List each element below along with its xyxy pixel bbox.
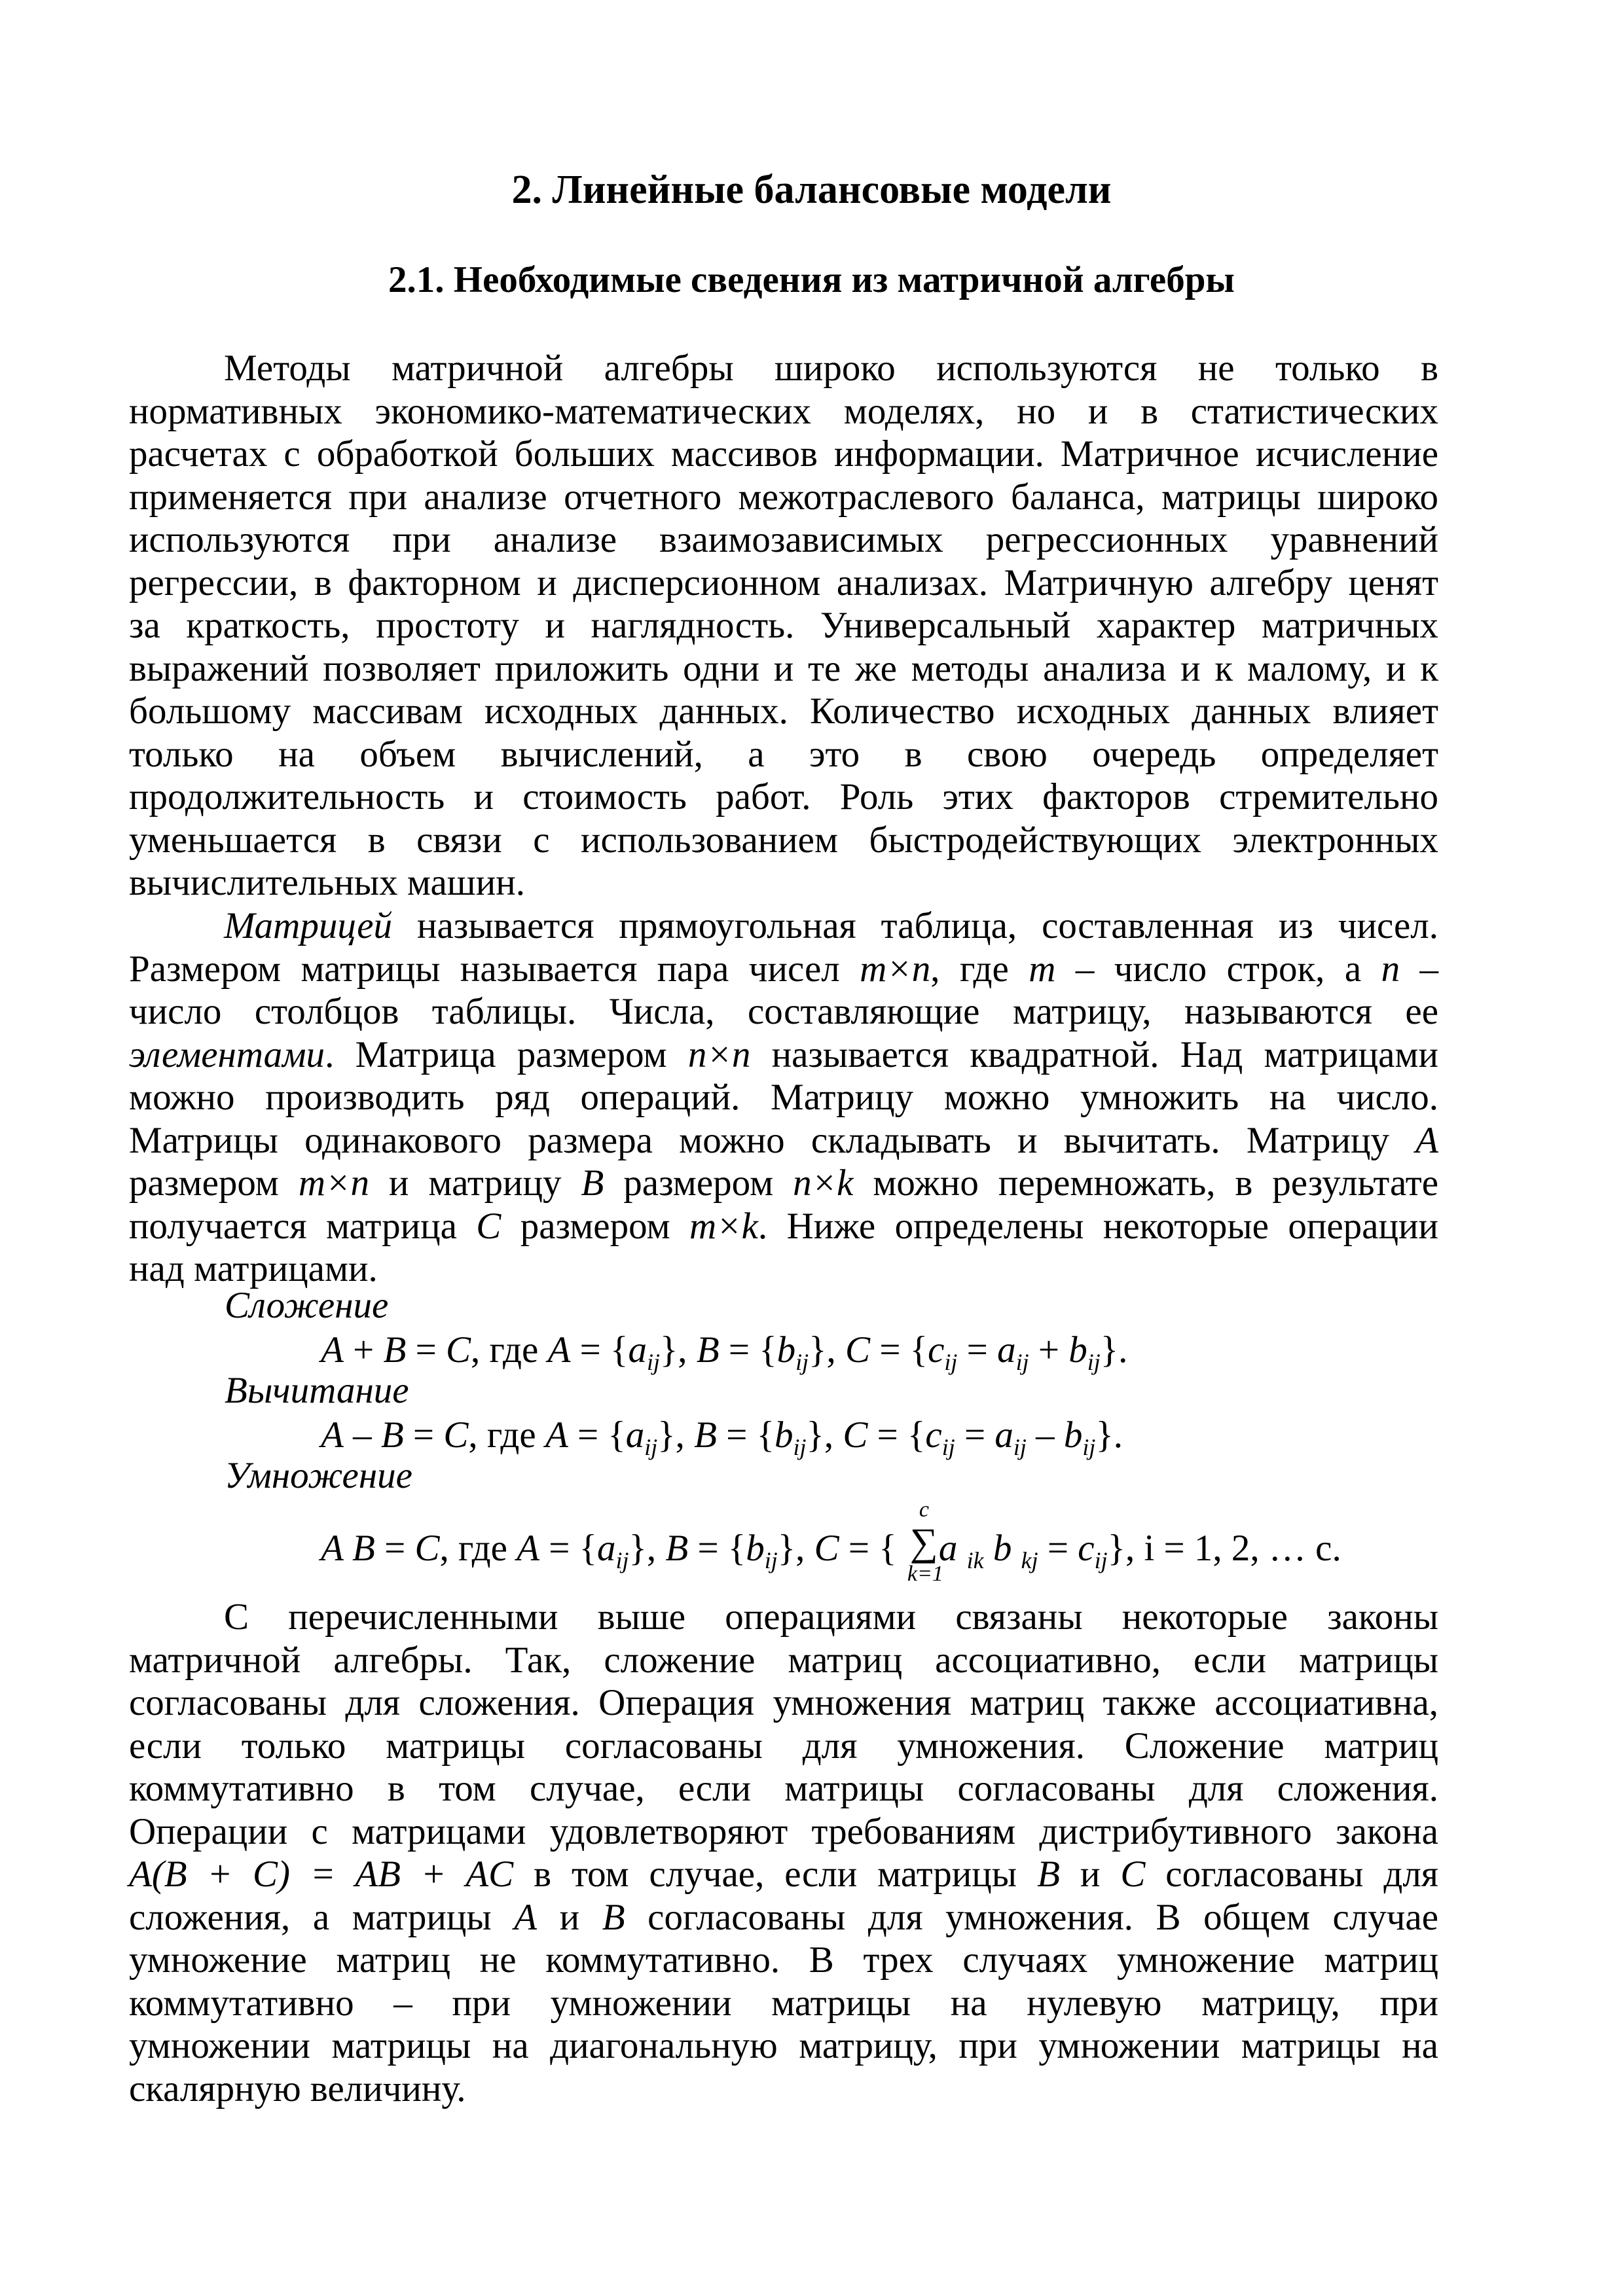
section-title: 2.1. Необходимые сведения из матричной алгебры (388, 259, 1235, 300)
math-var: A (1415, 1119, 1438, 1161)
math-var: C (476, 1205, 501, 1247)
text-span: . Ниже определены некоторые операции (757, 1205, 1438, 1247)
text-span: согласованы для умножения. В общем случае (625, 1896, 1438, 1938)
text-span: – (1400, 948, 1439, 990)
text-line: если только матрицы согласованы для умножения. Сложение матриц (129, 1725, 1438, 1767)
term-elements: элементами (129, 1033, 325, 1075)
text-span: в том случае, если матрицы (513, 1854, 1038, 1895)
math-var: m×k (689, 1205, 758, 1247)
text-line: большому массивам исходных данных. Количество исходных данных влияет (129, 691, 1438, 732)
paragraph-1 (129, 347, 1438, 905)
text-span: размером (604, 1162, 793, 1204)
text-span: , где (930, 948, 1029, 990)
math-var: m (1029, 948, 1056, 990)
text-span: – число строк, а (1055, 948, 1381, 990)
text-line: Методы матричной алгебры широко используются не только в (224, 348, 1438, 389)
math-var: B (602, 1896, 625, 1938)
multiplication-heading: Умножение (225, 1455, 412, 1496)
text-span: согласованы для (1145, 1854, 1438, 1895)
text-line: матричной алгебры. Так, сложение матриц ассоциативно, если матрицы (129, 1639, 1438, 1681)
text-span: . Матрица размером (325, 1033, 688, 1075)
math-var: n×n (687, 1033, 751, 1075)
text-line: скалярную величину. (129, 2068, 466, 2109)
text-span: размером (501, 1205, 689, 1247)
where-word: где (458, 1528, 507, 1569)
math-var: m×n (860, 948, 931, 990)
where-word: где (489, 1329, 539, 1371)
math-var: m×n (298, 1162, 369, 1204)
text-line: регрессии, в факторном и дисперсионном анализах. Матричную алгебру ценят (129, 562, 1438, 603)
math-var: B (581, 1162, 604, 1204)
where-word: где (486, 1414, 536, 1456)
text-span: Размером матрицы называется пара чисел (129, 948, 860, 990)
text-span: называется квадратной. Над матрицами (750, 1033, 1438, 1075)
text-line: нормативных экономико-математических моделях, но и в статистических (129, 390, 1438, 432)
math-var: B (1037, 1854, 1060, 1895)
sum-lower-limit: k=1 (907, 1562, 943, 1586)
text-span: сложения, а матрицы (129, 1896, 515, 1938)
text-line (129, 1033, 1438, 1077)
index-range: , i = 1, 2, … c. (1125, 1528, 1341, 1569)
text-line (129, 905, 1438, 948)
text-span: и (537, 1896, 602, 1938)
text-line: согласованы для сложения. Операция умножения матриц также ассоциативна, (129, 1682, 1438, 1723)
sum-upper-limit: c (919, 1498, 929, 1522)
text-line: коммутативно – при умножении матрицы на нулевую матрицу, при (129, 1982, 1438, 2024)
math-var: C (1120, 1854, 1146, 1895)
text-span: и (1059, 1854, 1121, 1895)
math-var: n×k (793, 1162, 854, 1204)
text-line: умножение матриц не коммутативно. В трех случаях умножение матриц (129, 1939, 1438, 1981)
text-line (129, 1119, 1438, 1162)
distributive-formula: A(B + C) = AB + AC (129, 1854, 514, 1895)
text-line: вычислительных машин. (129, 862, 525, 903)
math-var: n (1381, 948, 1400, 990)
text-line: можно производить ряд операций. Матрицу можно умножить на число. (129, 1077, 1438, 1118)
text-line: число столбцов таблицы. Числа, составляющие матрицу, называются ее (129, 991, 1438, 1032)
sum-sign: c ∑ k=1 (907, 1498, 943, 1586)
text-line: используются при анализе взаимозависимых регрессионных уравнений (129, 519, 1438, 560)
text-span: можно перемножать, в результате (853, 1162, 1438, 1204)
text-line: применяется при анализе отчетного межотраслевого баланса, матрицы широко (129, 476, 1438, 518)
text-span: Матрицы одинакового размера можно складывать и вычитать. Матрицу (129, 1119, 1416, 1161)
text-line (129, 1162, 1438, 1205)
text-line: за краткость, простоту и наглядность. Универсальный характер матричных (129, 605, 1438, 646)
text-span: и матрицу (369, 1162, 581, 1204)
subtraction-heading: Вычитание (225, 1370, 409, 1411)
text-line: только на объем вычислений, а это в свою очередь определяет (129, 733, 1438, 775)
text-line: выражений позволяет приложить одни и те же методы анализа и к малому, и к (129, 647, 1438, 689)
text-line (129, 948, 1438, 991)
term-matrix: Матрицей (224, 905, 393, 946)
text-line: Операции с матрицами удовлетворяют требованиям дистрибутивного закона (129, 1810, 1438, 1852)
text-line: уменьшается в связи с использованием быстродействующих электронных (129, 819, 1438, 861)
text-line: продолжительность и стоимость работ. Роль этих факторов стремительно (129, 776, 1438, 817)
text-span: получается матрица (129, 1205, 477, 1247)
paragraph-3 (129, 1596, 1438, 2110)
addition-formula: A + B = C, где $A = \{a_{ij}\}$, $B = \{b_{ij}\}$, $C = \{c_{ij} = a_{ij} + b_{ij}\}$. (321, 1329, 1128, 1375)
math-var: A (514, 1896, 538, 1938)
text-line (129, 1896, 1438, 1939)
text-line: коммутативно в том случае, если матрицы согласованы для сложения. (129, 1768, 1438, 1809)
multiplication-formula: A B = C, где $A = \{a_{ij}\}$, $B = \{b_{ij}\}$, C = { c ∑ k=1 a $_{ik}$ b $_{kj} = c_{ij}$}, i = 1, 2, … c. (321, 1498, 1341, 1586)
text-line (129, 1853, 1438, 1896)
text-line (129, 1205, 1438, 1248)
text-line: С перечисленными выше операциями связаны некоторые законы (224, 1596, 1438, 1638)
text-span: называется прямоугольная таблица, составленная из чисел. (392, 905, 1438, 946)
addition-heading: Сложение (225, 1285, 389, 1326)
text-line: расчетах с обработкой больших массивов информации. Матричное исчисление (129, 433, 1438, 475)
subtraction-formula: A – B = C, где $A = \{a_{ij}\}$, $B = \{b_{ij}\}$, $C = \{c_{ij} = a_{ij} - b_{ij}\}$. (321, 1414, 1123, 1460)
chapter-title: 2. Линейные балансовые модели (511, 168, 1112, 212)
paragraph-2 (129, 905, 1438, 1291)
text-line: умножении матрицы на диагональную матрицу, при умножении матрицы на (129, 2025, 1438, 2066)
text-span: размером (129, 1162, 299, 1204)
text-line: над матрицами. (129, 1248, 378, 1289)
